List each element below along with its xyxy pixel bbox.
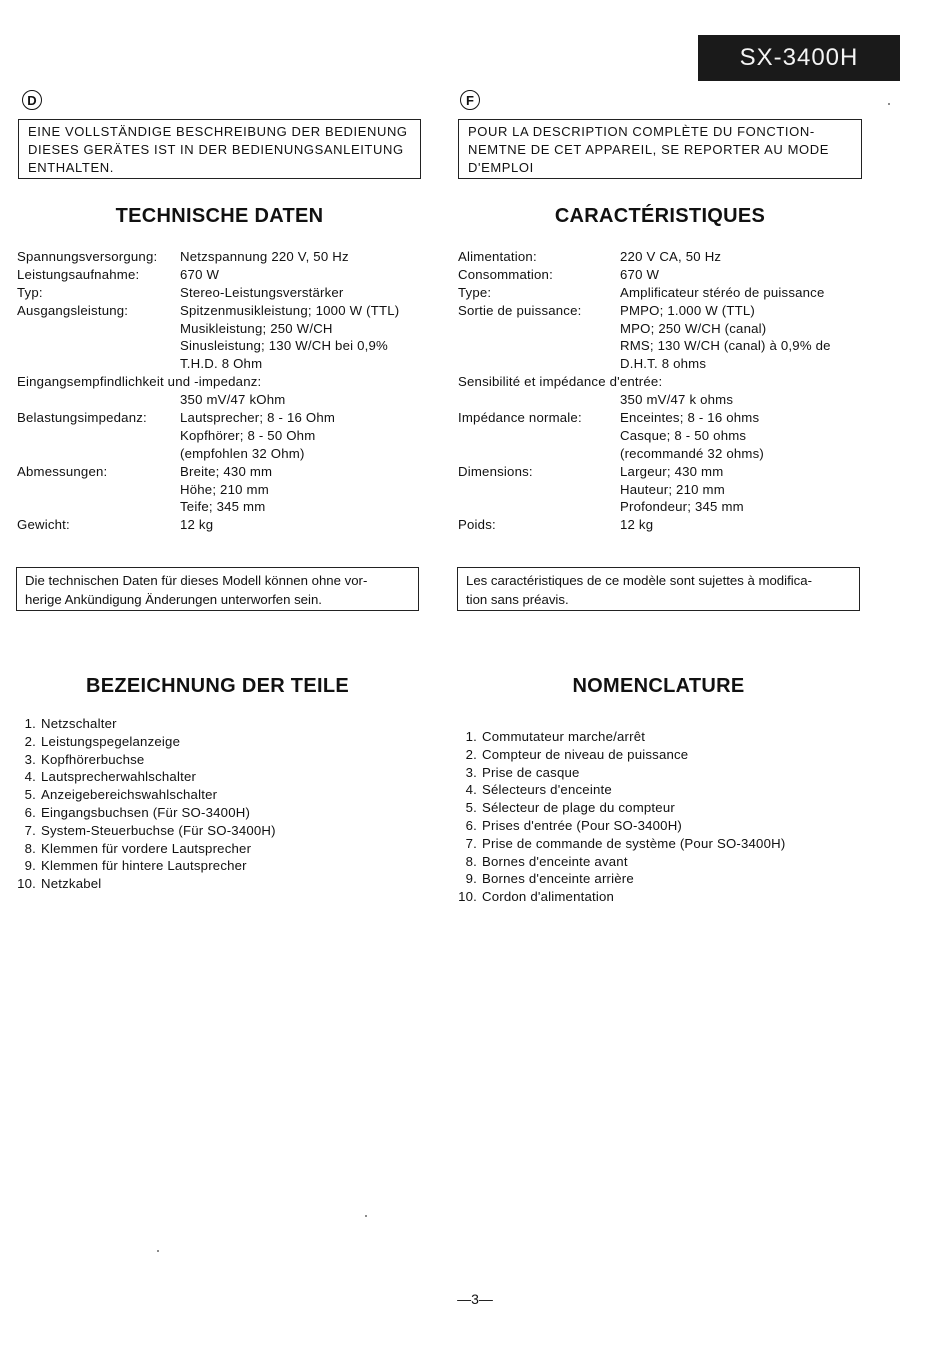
spec-label: Sortie de puissance:	[458, 302, 582, 318]
part-number: 5.	[465, 800, 477, 816]
german-spec-row	[17, 481, 437, 499]
spec-value: 350 mV/47 kOhm	[180, 392, 286, 408]
french-part-item	[455, 835, 785, 853]
part-number: 9.	[24, 858, 36, 874]
part-number: 6.	[24, 804, 36, 820]
part-text: Klemmen für hintere Lautsprecher	[41, 858, 247, 874]
french-spec-row	[458, 248, 878, 266]
french-spec-row	[458, 498, 878, 516]
german-notice-line-1: EINE VOLLSTÄNDIGE BESCHREIBUNG DER BEDIENUNG	[28, 124, 408, 139]
part-number: 5.	[24, 787, 36, 803]
german-spec-row	[17, 516, 437, 534]
french-part-item	[455, 764, 785, 782]
part-text: Cordon d'alimentation	[482, 889, 615, 905]
french-part-item	[455, 870, 785, 888]
spec-value: Largeur; 430 mm	[620, 463, 724, 479]
part-text: Sélecteur de plage du compteur	[482, 800, 675, 816]
page-number: —3—	[457, 1291, 493, 1307]
german-note-line-2: herige Ankündigung Änderungen unterworfen sein.	[25, 592, 322, 607]
spec-label: Leistungsaufnahme:	[17, 266, 140, 282]
spec-value: MPO; 250 W/CH (canal)	[620, 320, 767, 336]
spec-label: Type:	[458, 284, 492, 300]
spec-value: Teife; 345 mm	[180, 499, 266, 515]
spec-value: Höhe; 210 mm	[180, 481, 269, 497]
part-text: Bornes d'enceinte avant	[482, 853, 628, 869]
spec-value: Netzspannung 220 V, 50 Hz	[180, 249, 349, 264]
part-number: 3.	[465, 764, 477, 780]
german-spec-row	[17, 248, 437, 266]
french-spec-row	[458, 302, 878, 320]
german-part-item	[14, 804, 276, 822]
german-notice-box	[18, 119, 421, 179]
german-spec-row	[17, 337, 437, 355]
spec-label: Consommation:	[458, 266, 553, 282]
french-part-item	[455, 888, 785, 906]
french-specs-table	[458, 248, 878, 534]
french-notice-line-1: POUR LA DESCRIPTION COMPLÈTE DU FONCTION-	[468, 124, 815, 139]
part-text: Prises d'entrée (Pour SO-3400H)	[482, 817, 683, 833]
french-spec-row	[458, 266, 878, 284]
french-part-item	[455, 746, 785, 764]
part-number: 7.	[465, 835, 477, 851]
spec-value: (empfohlen 32 Ohm)	[180, 445, 305, 461]
part-text: Sélecteurs d'enceinte	[482, 782, 612, 798]
french-spec-row	[458, 463, 878, 481]
spec-value: 12 kg	[620, 517, 654, 533]
part-number: 8.	[24, 840, 36, 856]
scan-speck	[365, 1215, 367, 1217]
part-text: Lautsprecherwahlschalter	[41, 769, 197, 785]
french-spec-row	[458, 481, 878, 499]
part-text: Netzschalter	[41, 716, 117, 731]
part-text: Kopfhörerbuchse	[41, 751, 145, 767]
french-spec-row	[458, 391, 878, 409]
part-number: 10.	[458, 889, 477, 905]
spec-value: Amplificateur stéréo de puissance	[620, 284, 825, 300]
german-spec-row	[17, 373, 437, 391]
french-spec-row	[458, 373, 878, 391]
part-number: 1.	[24, 716, 36, 731]
spec-value: RMS; 130 W/CH (canal) à 0,9% de	[620, 338, 831, 354]
model-name: SX-3400H	[739, 44, 859, 71]
german-spec-note	[16, 567, 419, 611]
german-spec-row	[17, 409, 437, 427]
french-spec-row	[458, 427, 878, 445]
spec-label: Eingangsempfindlichkeit und -impedanz:	[17, 374, 262, 390]
spec-value: Musikleistung; 250 W/CH	[180, 320, 333, 336]
french-part-item	[455, 728, 785, 746]
german-part-item	[14, 875, 276, 893]
french-notice-box	[458, 119, 862, 179]
part-number: 2.	[24, 733, 36, 749]
german-part-item	[14, 768, 276, 786]
part-number: 2.	[465, 746, 477, 762]
german-part-item	[14, 715, 276, 733]
part-text: Prise de commande de système (Pour SO-3400H)	[482, 835, 786, 851]
part-text: Commutateur marche/arrêt	[482, 729, 646, 744]
part-text: System-Steuerbuchse (Für SO-3400H)	[41, 822, 276, 838]
german-parts-list	[14, 715, 276, 893]
french-specs-title: CARACTÉRISTIQUES	[554, 205, 766, 227]
spec-value: PMPO; 1.000 W (TTL)	[620, 302, 755, 318]
part-text: Bornes d'enceinte arrière	[482, 871, 634, 887]
german-part-item	[14, 733, 276, 751]
spec-value: 12 kg	[180, 517, 214, 533]
part-number: 9.	[465, 871, 477, 887]
part-number: 4.	[465, 782, 477, 798]
spec-label: Gewicht:	[17, 517, 70, 533]
french-parts-title: NOMENCLATURE	[572, 675, 745, 697]
part-text: Anzeigebereichswahlschalter	[41, 787, 218, 803]
spec-value: Lautsprecher; 8 - 16 Ohm	[180, 410, 336, 426]
french-part-item	[455, 781, 785, 799]
french-notice-line-2: NEMTNE DE CET APPAREIL, SE REPORTER AU MODE	[468, 142, 829, 157]
part-number: 4.	[24, 769, 36, 785]
spec-label: Belastungsimpedanz:	[17, 410, 147, 426]
french-part-item	[455, 799, 785, 817]
french-spec-row	[458, 516, 878, 534]
part-text: Eingangsbuchsen (Für SO-3400H)	[41, 804, 251, 820]
french-part-item	[455, 817, 785, 835]
spec-value: Casque; 8 - 50 ohms	[620, 427, 747, 443]
french-spec-row	[458, 284, 878, 302]
spec-value: 350 mV/47 k ohms	[620, 392, 734, 408]
part-number: 7.	[24, 822, 36, 838]
german-spec-row	[17, 302, 437, 320]
model-badge	[698, 35, 900, 81]
german-spec-row	[17, 498, 437, 516]
spec-label: Alimentation:	[458, 249, 537, 264]
german-spec-row	[17, 463, 437, 481]
german-part-item	[14, 751, 276, 769]
german-spec-row	[17, 427, 437, 445]
german-notice-line-3: ENTHALTEN.	[28, 160, 114, 175]
spec-value: Stereo-Leistungsverstärker	[180, 284, 344, 300]
spec-label: Poids:	[458, 517, 496, 533]
french-spec-row	[458, 409, 878, 427]
spec-label: Ausgangsleistung:	[17, 302, 129, 318]
german-part-item	[14, 822, 276, 840]
spec-value: Kopfhörer; 8 - 50 Ohm	[180, 427, 316, 443]
part-text: Leistungspegelanzeige	[41, 733, 181, 749]
german-spec-row	[17, 266, 437, 284]
part-text: Netzkabel	[41, 876, 102, 892]
spec-value: Profondeur; 345 mm	[620, 499, 744, 515]
scan-speck	[888, 103, 890, 105]
scan-speck	[157, 1250, 159, 1252]
spec-label: Impédance normale:	[458, 410, 582, 426]
spec-value: D.H.T. 8 ohms	[620, 356, 707, 372]
german-notice-line-2: DIESES GERÄTES IST IN DER BEDIENUNGSANLEITUNG	[28, 142, 404, 157]
part-number: 1.	[465, 729, 477, 744]
german-spec-row	[17, 284, 437, 302]
french-note-line-1: Les caractéristiques de ce modèle sont sujettes à modifica-	[466, 573, 812, 588]
part-number: 3.	[24, 751, 36, 767]
spec-value: Breite; 430 mm	[180, 463, 273, 479]
german-specs-title: TECHNISCHE DATEN	[115, 205, 324, 227]
french-notice-line-3: D'EMPLOI	[468, 160, 534, 175]
spec-value: 670 W	[620, 266, 660, 282]
part-text: Klemmen für vordere Lautsprecher	[41, 840, 252, 856]
part-number: 8.	[465, 853, 477, 869]
spec-value: (recommandé 32 ohms)	[620, 445, 764, 461]
spec-value: T.H.D. 8 Ohm	[180, 356, 263, 372]
german-spec-row	[17, 355, 437, 373]
french-spec-row	[458, 337, 878, 355]
french-spec-row	[458, 445, 878, 463]
french-spec-row	[458, 320, 878, 338]
french-note-line-2: tion sans préavis.	[466, 592, 569, 607]
spec-value: Hauteur; 210 mm	[620, 481, 725, 497]
german-note-line-1: Die technischen Daten für dieses Modell können ohne vor-	[25, 573, 368, 588]
spec-value: Sinusleistung; 130 W/CH bei 0,9%	[180, 338, 388, 354]
part-number: 6.	[465, 817, 477, 833]
german-part-item	[14, 857, 276, 875]
spec-value: Enceintes; 8 - 16 ohms	[620, 410, 760, 426]
french-language-mark: F	[460, 90, 480, 110]
spec-label: Dimensions:	[458, 463, 533, 479]
french-spec-note	[457, 567, 860, 611]
french-spec-row	[458, 355, 878, 373]
french-part-item	[455, 853, 785, 871]
part-text: Prise de casque	[482, 764, 580, 780]
spec-value: 220 V CA, 50 Hz	[620, 249, 722, 264]
german-specs-table	[17, 248, 437, 534]
spec-label: Sensibilité et impédance d'entrée:	[458, 374, 663, 390]
german-spec-row	[17, 391, 437, 409]
spec-label: Spannungsversorgung:	[17, 249, 158, 264]
spec-value: Spitzenmusikleistung; 1000 W (TTL)	[180, 302, 400, 318]
german-part-item	[14, 840, 276, 858]
spec-label: Typ:	[17, 284, 43, 300]
french-parts-list	[455, 728, 785, 906]
german-spec-row	[17, 445, 437, 463]
german-parts-title: BEZEICHNUNG DER TEILE	[86, 675, 349, 697]
part-number: 10.	[17, 876, 36, 892]
german-language-mark: D	[22, 90, 42, 110]
german-part-item	[14, 786, 276, 804]
spec-label: Abmessungen:	[17, 463, 108, 479]
spec-value: 670 W	[180, 266, 220, 282]
german-spec-row	[17, 320, 437, 338]
part-text: Compteur de niveau de puissance	[482, 746, 689, 762]
